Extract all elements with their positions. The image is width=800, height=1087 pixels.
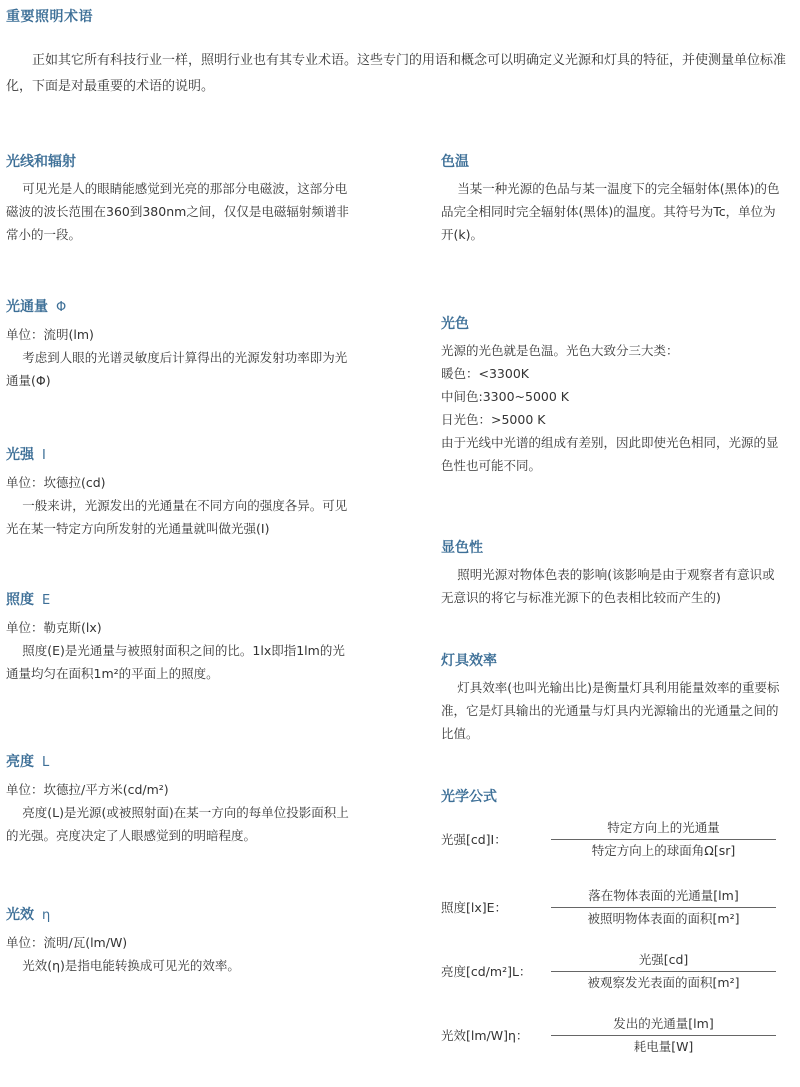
formula-numerator: 光强[cd]: [638, 952, 689, 967]
formula-denominator: 被照明物体表面的面积[m²]: [587, 911, 740, 926]
formula-luminance: [441, 950, 781, 994]
section-line: 日光色：>5000 K: [441, 412, 546, 427]
section-line: 光源的光色就是色温。光色大致分三大类：: [441, 343, 679, 358]
section-body: 可见光是人的眼睛能感觉到光亮的那部分电磁波，这部分电磁波的波长范围在360到380nm之间，仅仅是电磁辐射频谱非常小的一段。: [6, 181, 349, 242]
formula-numerator: 落在物体表面的光通量[lm]: [588, 888, 739, 903]
formula-numerator: 特定方向上的光通量: [607, 820, 720, 835]
fraction-bar: [551, 1035, 776, 1036]
section-heading: 亮度 L: [6, 754, 50, 770]
section-body: 考虑到人眼的光谱灵敏度后计算得出的光源发射功率即为光通量(Φ): [6, 350, 348, 388]
section-heading: 照度 E: [6, 592, 51, 608]
formula-label: 光强[cd]I：: [441, 832, 507, 847]
fraction-bar: [551, 907, 776, 908]
section-body: 照明光源对物体色表的影响(该影响是由于观察者有意识或无意识的将它与标准光源下的色表相比较而产生的): [441, 567, 775, 605]
section-body: 当某一种光源的色品与某一温度下的完全辐射体(黑体)的色品完全相同时完全辐射体(黑体)的温度。其符号为Tc，单位为开(k)。: [441, 181, 780, 242]
section-radiation: [6, 152, 356, 246]
section-heading: 色温: [441, 154, 469, 170]
formula-denominator: 特定方向上的球面角Ω[sr]: [591, 843, 736, 858]
formula-label: 光效[lm/W]η：: [441, 1028, 529, 1043]
section-body: 一般来讲，光源发出的光通量在不同方向的强度各异。可见光在某一特定方向所发射的光通量就叫做光强(I): [6, 498, 348, 536]
section-luminous-intensity: [6, 445, 356, 540]
section-unit: 单位：流明(lm): [6, 327, 94, 342]
section-line: 由于光线中光谱的组成有差别，因此即使光色相同，光源的显色性也可能不同。: [441, 435, 779, 473]
section-line: 中间色:3300~5000 K: [441, 389, 569, 404]
section-luminaire-efficiency: [441, 651, 781, 745]
section-heading: 光学公式: [441, 789, 497, 805]
section-heading: 光色: [441, 316, 469, 332]
section-optical-formulas: [441, 787, 781, 812]
section-heading: 光效 η: [6, 907, 51, 923]
formula-denominator: 被观察发光表面的面积[m²]: [587, 975, 740, 990]
section-unit: 单位：勒克斯(lx): [6, 620, 102, 635]
section-heading: 灯具效率: [441, 653, 497, 669]
section-light-color: [441, 314, 781, 477]
section-body: 光效(η)是指电能转换成可见光的效率。: [22, 958, 240, 973]
formula-efficacy: [441, 1014, 781, 1058]
section-heading: 光线和辐射: [6, 154, 76, 170]
section-luminous-efficacy: [6, 905, 356, 977]
section-unit: 单位：坎德拉(cd): [6, 475, 106, 490]
formula-label: 照度[lx]E：: [441, 900, 508, 915]
section-heading: 显色性: [441, 540, 483, 556]
fraction-bar: [551, 839, 776, 840]
section-heading: 光通量 Φ: [6, 299, 67, 315]
section-color-temperature: [441, 152, 781, 246]
section-luminance: [6, 752, 356, 847]
page-title: 重要照明术语: [6, 9, 93, 25]
intro-paragraph: 正如其它所有科技行业一样，照明行业也有其专业术语。这些专门的用语和概念可以明确定义光源和灯具的特征，并使测量单位标准化，下面是对最重要的术语的说明。: [6, 53, 787, 94]
formula-label: 亮度[cd/m²]L：: [441, 964, 532, 979]
formula-numerator: 发出的光通量[lm]: [613, 1016, 714, 1031]
section-illuminance: [6, 590, 356, 685]
section-color-rendering: [441, 538, 781, 609]
formula-denominator: 耗电量[W]: [633, 1039, 694, 1054]
fraction-bar: [551, 971, 776, 972]
section-unit: 单位：流明/瓦(lm/W): [6, 935, 128, 950]
section-line: 暖色：<3300K: [441, 366, 529, 381]
section-body: 灯具效率(也叫光输出比)是衡量灯具利用能量效率的重要标准，它是灯具输出的光通量与灯具内光源输出的光通量之间的比值。: [441, 680, 780, 741]
section-heading: 光强 I: [6, 447, 46, 463]
section-body: 照度(E)是光通量与被照射面积之间的比。1lx即指1lm的光通量均匀在面积1m²的平面上的照度。: [6, 643, 345, 681]
section-luminous-flux: [6, 297, 356, 392]
section-unit: 单位：坎德拉/平方米(cd/m²): [6, 782, 169, 797]
formula-illuminance: [441, 886, 781, 930]
formula-intensity: [441, 818, 781, 862]
section-body: 亮度(L)是光源(或被照射面)在某一方向的每单位投影面积上的光强。亮度决定了人眼感觉到的明暗程度。: [6, 805, 349, 843]
